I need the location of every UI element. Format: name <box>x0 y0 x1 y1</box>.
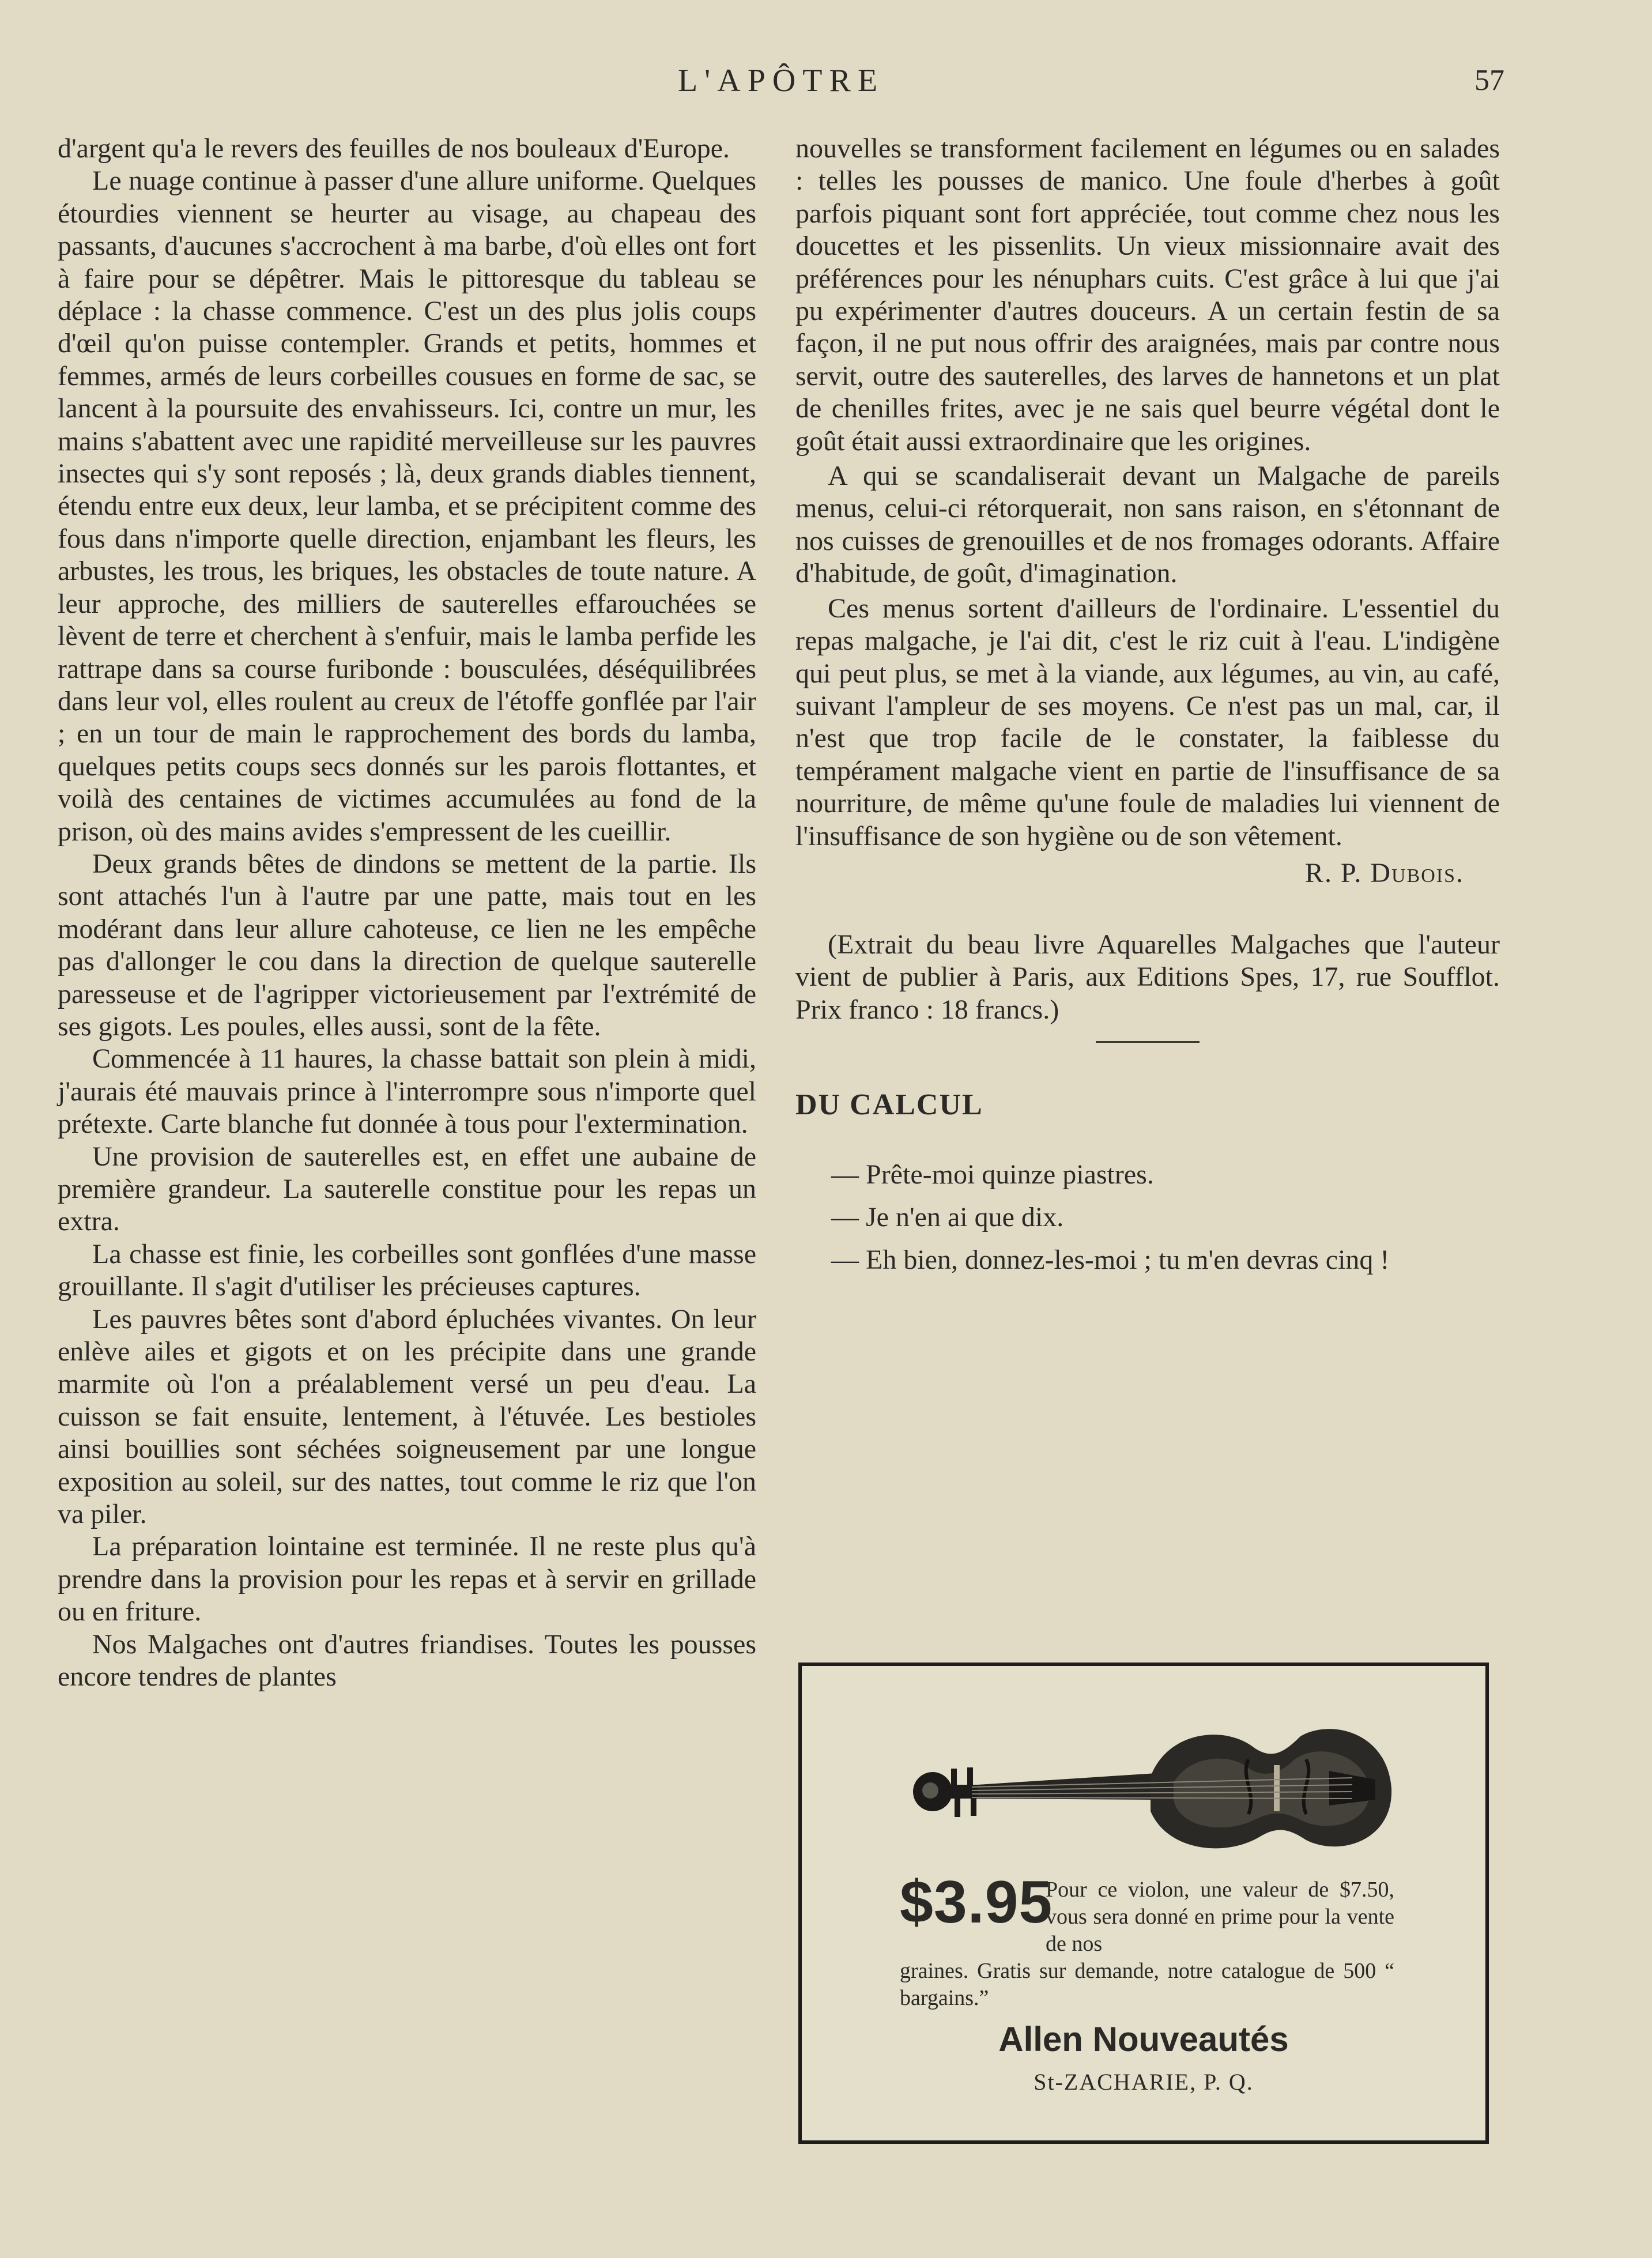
paragraph: Nos Malgaches ont d'autres friandises. Toutes les pousses encore tendres de plantes <box>58 1629 756 1692</box>
left-column <box>58 133 756 1694</box>
dialogue <box>795 1155 1500 1280</box>
right-column <box>795 133 1500 1280</box>
paragraph: nouvelles se transforment facilement en légumes ou en salades : telles les pousses de manico. Une foule d'herbes à goût parfois piquant sont fort appréciée, tout comme chez nous les doucettes et les pissenlits. Un vieux missionnaire avait des préférences pour les nénuphars cuits. C'est grâce à lui que j'ai pu expérimenter d'autres douceurs. A un certain festin de sa façon, il ne put nous offrir des araignées, mais par contre nous servit, outre des sauterelles, des larves de hannetons et un plat de chenilles frites, avec je ne sais quel beurre végétal dont le goût était aussi extraordinaire que les origines. <box>795 133 1500 457</box>
paragraph: Commencée à 11 haures, la chasse battait son plein à midi, j'aurais été mauvais prince à l'interrompre sous n'importe quel prétexte. Carte blanche fut donnée à tous pour l'extermination. <box>58 1043 756 1140</box>
paragraph: La chasse est finie, les corbeilles sont gonflées d'une masse grouillante. Il s'agit d'utiliser les précieuses captures. <box>58 1238 756 1302</box>
section-title: DU CALCUL <box>795 1088 983 1122</box>
extract-note: (Extrait du beau livre Aquarelles Malgaches que l'auteur vient de publier à Paris, aux Editions Spes, 17, rue Soufflot. Prix franco : 18 francs.) <box>795 929 1500 1025</box>
dialogue-line: — Je n'en ai que dix. <box>831 1202 1064 1233</box>
advertiser-name: Allen Nouveautés <box>998 2020 1289 2059</box>
dialogue-line: — Eh bien, donnez-les-moi ; tu m'en devras cinq ! <box>831 1245 1390 1276</box>
page-number: 57 <box>1474 64 1504 97</box>
paragraph: Ces menus sortent d'ailleurs de l'ordinaire. L'essentiel du repas malgache, je l'ai dit, c'est le riz cuit à l'eau. L'indigène qui peut plus, se met à la viande, aux légumes, au vin, au café, suivant l'ampleur de ses moyens. Ce n'est pas un mal, car, il n'est que trop facile de le constater, la faiblesse du tempérament malgache vient en partie de l'insuffisance de sa nourriture, de même qu'une foule de maladies lui viennent de l'insuffisance de son hygiène ou de son vêtement. <box>795 593 1500 851</box>
paragraph: La préparation lointaine est terminée. Il ne reste plus qu'à prendre dans la provision pour les repas et à servir en grillade ou en friture. <box>58 1531 756 1627</box>
author-signature: R. P. Dubois. <box>1304 857 1464 888</box>
section-divider <box>1096 1041 1200 1043</box>
paragraph: Deux grands bêtes de dindons se mettent de la partie. Ils sont attachés l'un à l'autre par une patte, mais tout en les modérant dans leur allure cahoteuse, ce lien ne les empêche pas d'allonger le cou dans la direction de quelque sauterelle paresseuse et de l'agripper victorieusement par l'extrémité de ses gigots. Les poules, elles aussi, sont de la fête. <box>58 848 756 1042</box>
paragraph: Une provision de sauterelles est, en effet une aubaine de première grandeur. La sauterelle constitue pour les repas un extra. <box>58 1141 756 1237</box>
journal-title: L'APÔTRE <box>677 63 885 99</box>
price: $3.95 <box>900 1869 1053 1936</box>
advertiser-address: St-ZACHARIE, P. Q. <box>1034 2069 1254 2095</box>
violin-illustration <box>903 1713 1398 1863</box>
running-header <box>58 58 1504 104</box>
offer-text: Pour ce violon, une valeur de $7.50, vous sera donné en prime pour la vente de nos <box>1046 1878 1394 1956</box>
dialogue-line: — Prête-moi quinze piastres. <box>831 1159 1154 1190</box>
paragraph: d'argent qu'a le revers des feuilles de nos bouleaux d'Europe. <box>58 133 730 164</box>
paragraph: Le nuage continue à passer d'une allure uniforme. Quelques étourdies viennent se heurter au visage, au chapeau des passants, d'aucunes s'accrochent à ma barbe, d'où elles ont fort à faire pour se dépêtrer. Mais le pittoresque du tableau se déplace : la chasse commence. C'est un des plus jolis coups d'œil qu'on puisse contempler. Grands et petits, hommes et femmes, armés de leurs corbeilles cousues en forme de sac, se lancent à la poursuite des envahisseurs. Ici, contre un mur, les mains s'abattent avec une rapidité merveilleuse sur les pauvres insectes qui s'y sont reposés ; là, deux grands diables tiennent, étendu entre eux deux, leur lamba, et se précipitent comme des fous dans n'importe quelle direction, enjambant les fleurs, les arbustes, les trous, les briques, les obstacles de toute nature. A leur approche, des milliers de sauterelles effarouchées se lèvent de terre et cherchent à s'enfuir, mais le lamba perfide les rattrape dans sa course furibonde : bousculées, déséquilibrées dans leur vol, elles roulent au creux de l'étoffe gonflée par l'air ; en un tour de main le rapprochement des bords du lamba, quelques petits coups secs donnés sur les parois flottantes, et voilà des centaines de victimes accumulées au fond de la prison, où des mains avides s'empressent de les cueillir. <box>58 165 756 847</box>
paragraph: Les pauvres bêtes sont d'abord épluchées vivantes. On leur enlève ailes et gigots et on les précipite dans une grande marmite où l'on a préalablement versé un peu d'eau. La cuisson se fait ensuite, lentement, à l'étuvée. Les bestioles ainsi bouillies sont séchées soigneusement par une longue exposition au soleil, sur des nattes, tout comme le riz que l'on va piler. <box>58 1303 756 1530</box>
violin-advertisement <box>798 1663 1489 2144</box>
paragraph: A qui se scandaliserait devant un Malgache de pareils menus, celui-ci rétorquerait, non sans raison, en s'étonnant de nos cuisses de grenouilles et de nos fromages odorants. Affaire d'habitude, de goût, d'imagination. <box>795 461 1500 589</box>
offer-text-continued: graines. Gratis sur demande, notre catalogue de 500 “ bargains.” <box>900 1959 1394 2010</box>
